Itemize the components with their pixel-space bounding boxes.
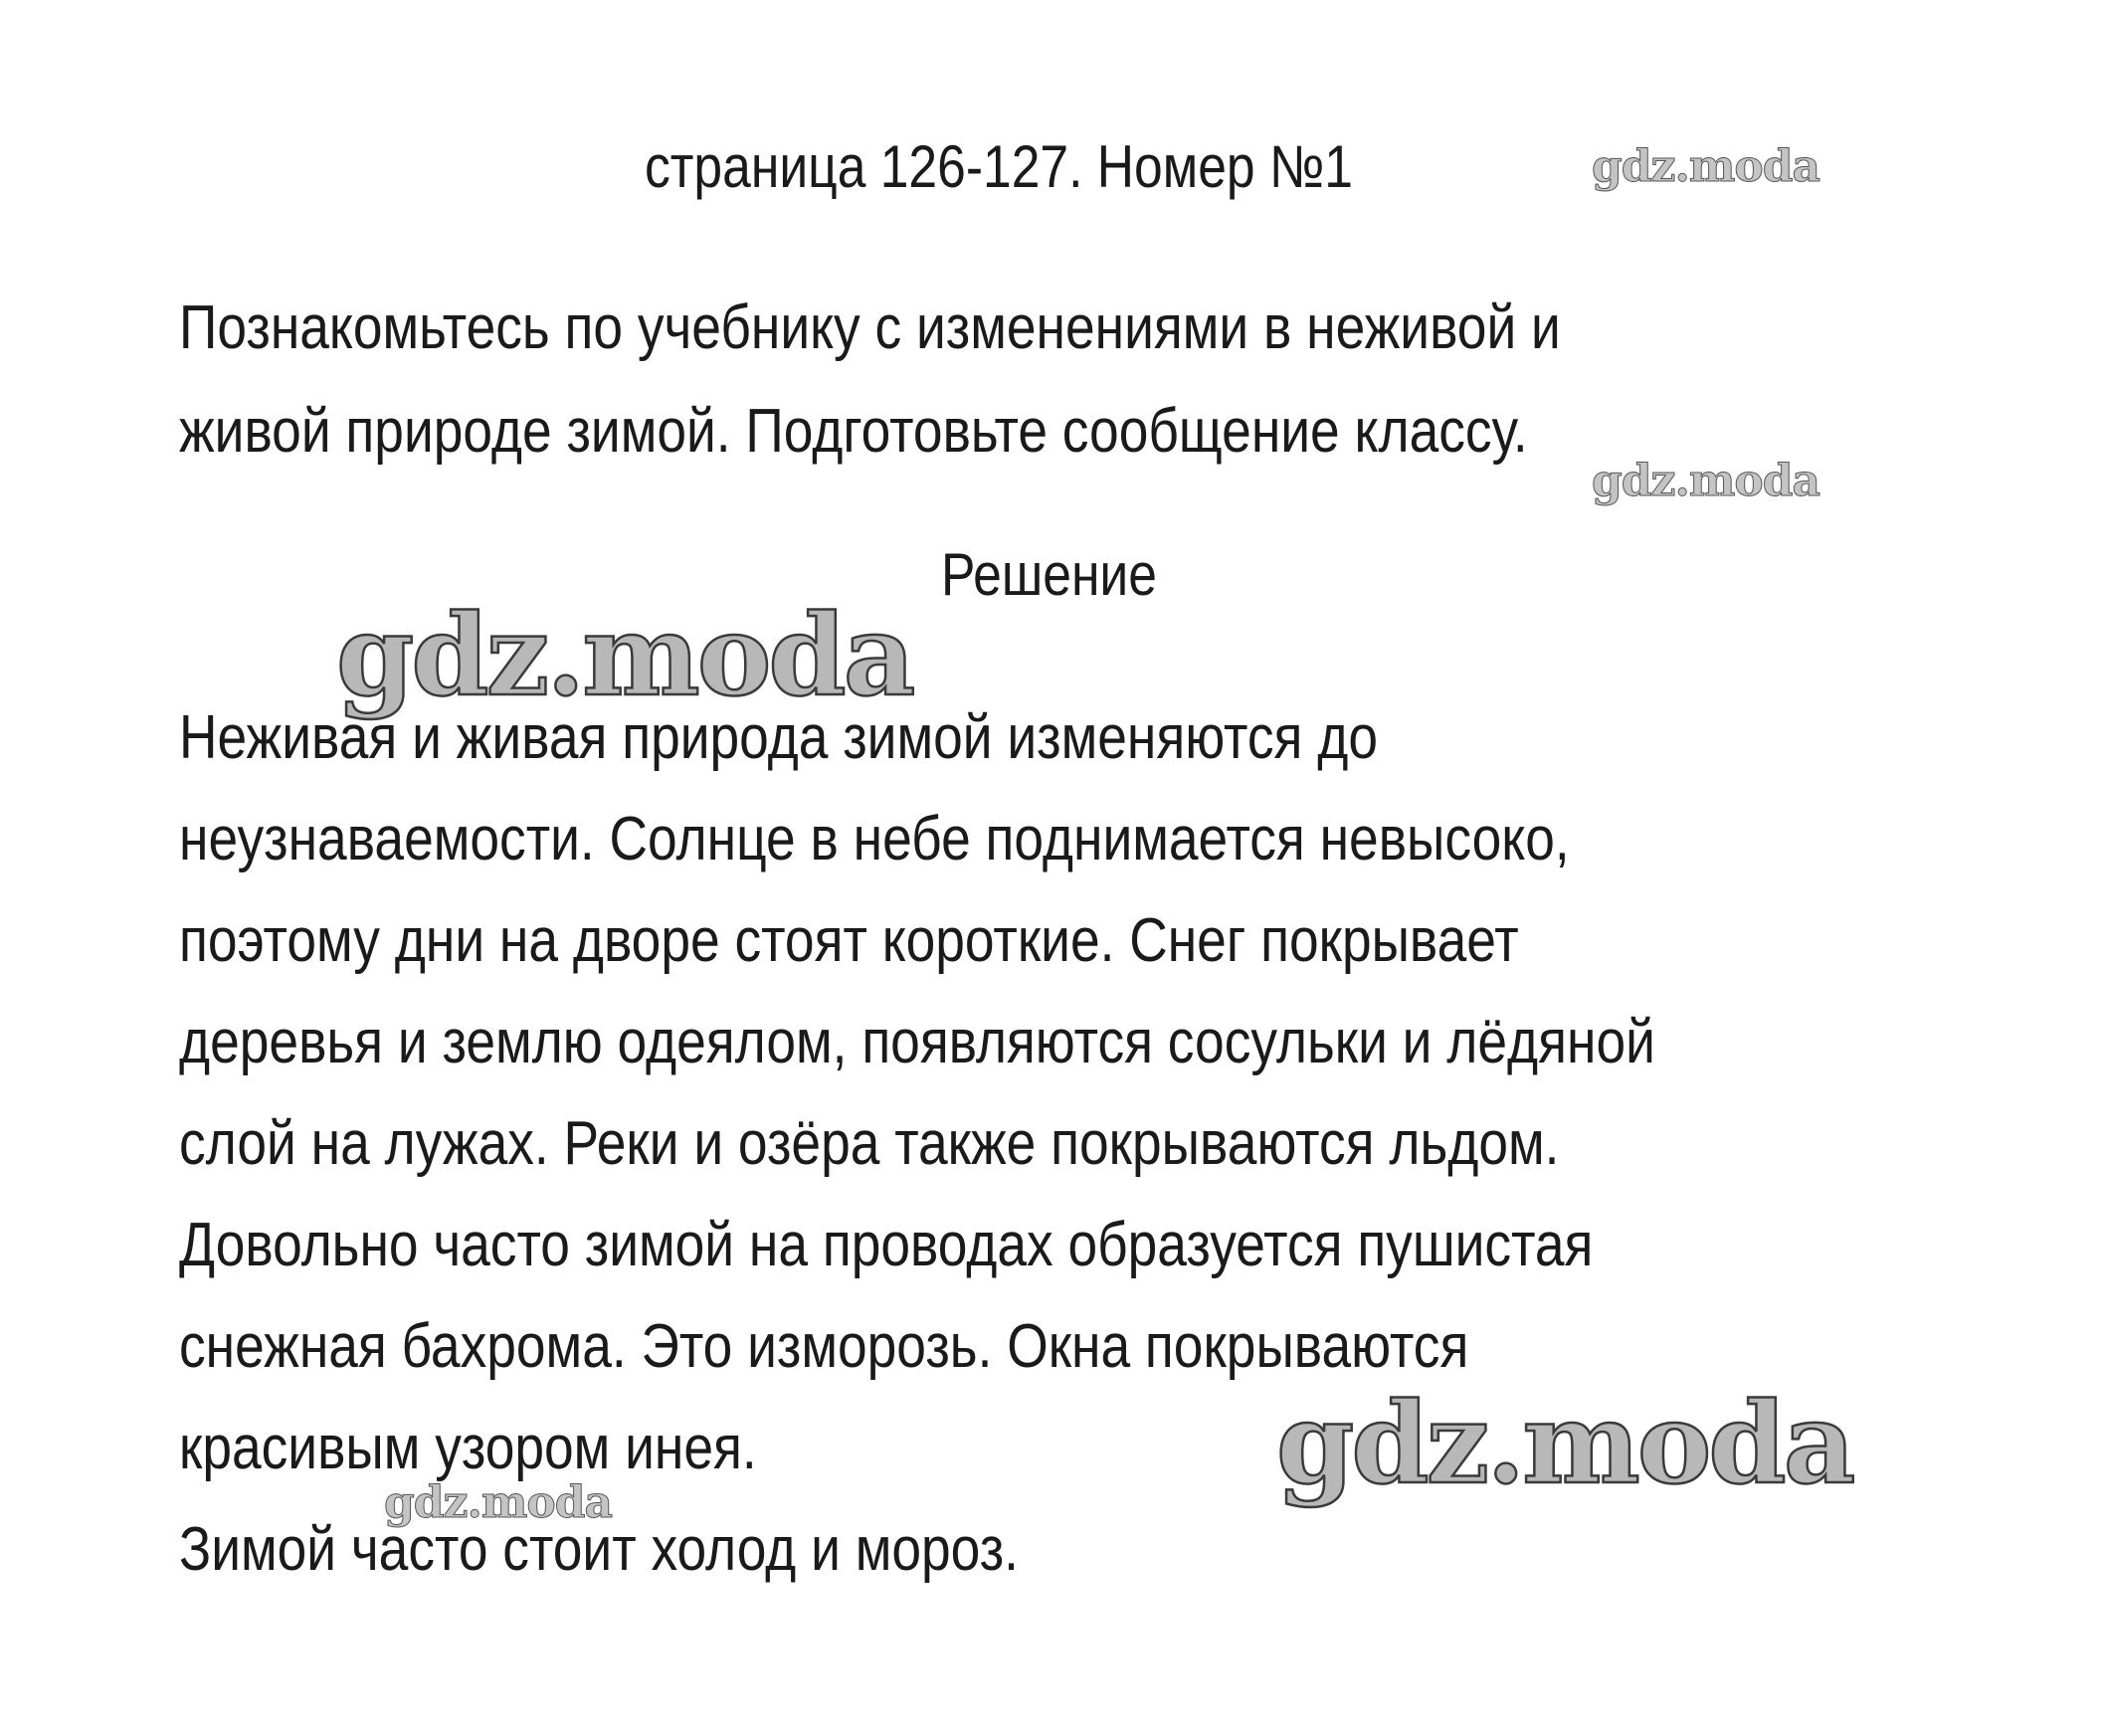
- solution-line: Зимой часто стоит холод и мороз.: [179, 1515, 1019, 1584]
- watermark: gdz.moda: [384, 1477, 613, 1528]
- task-line: Познакомьтесь по учебнику с изменениями в неживой и: [179, 293, 1561, 362]
- page-title: страница 126-127. Номер №1: [645, 133, 1353, 200]
- solution-line: снежная бахрома. Это изморозь. Окна покрываются: [179, 1312, 1469, 1381]
- task-text: [179, 277, 1561, 483]
- watermark: gdz.moda: [336, 591, 913, 721]
- solution-line: красивым узором инея.: [179, 1414, 757, 1482]
- solution-heading: Решение: [941, 541, 1157, 608]
- solution-line: Довольно часто зимой на проводах образуется пушистая: [179, 1211, 1594, 1279]
- solution-text: [179, 687, 1655, 1601]
- solution-line: неузнаваемости. Солнце в небе поднимается невысоко,: [179, 805, 1570, 873]
- watermark: gdz.moda: [1592, 456, 1820, 506]
- solution-line: поэтому дни на дворе стоят короткие. Снег покрывает: [179, 906, 1519, 975]
- task-line: живой природе зимой. Подготовьте сообщение классу.: [179, 397, 1528, 466]
- solution-line: деревья и землю одеялом, появляются сосульки и лёдяной: [179, 1008, 1655, 1076]
- solution-line: Неживая и живая природа зимой изменяются до: [179, 703, 1378, 772]
- solution-line: слой на лужах. Реки и озёра также покрываются льдом.: [179, 1109, 1560, 1178]
- watermark: gdz.moda: [1592, 141, 1820, 192]
- watermark: gdz.moda: [1276, 1379, 1853, 1509]
